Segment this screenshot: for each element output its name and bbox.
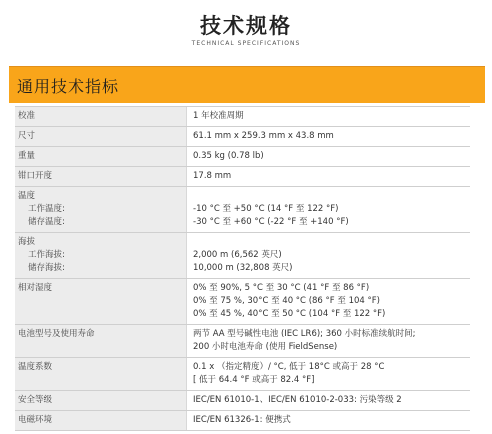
spec-label: 相对湿度 xyxy=(18,283,53,293)
table-row xyxy=(15,325,470,358)
spec-value xyxy=(193,236,466,249)
spec-label: 电池型号及使用寿命 xyxy=(18,329,95,339)
table-row xyxy=(15,411,470,431)
table-row xyxy=(15,127,470,147)
spec-value: IEC/EN 61010-1、IEC/EN 61010-2-033: 污染等级 2 xyxy=(193,395,402,405)
spec-label: 安全等级 xyxy=(18,395,53,405)
spec-value: 0% 至 75 %, 30°C 至 40 °C (86 °F 至 104 °F) xyxy=(193,296,380,306)
spec-label: 钳口开度 xyxy=(18,171,53,181)
spec-sublabel: 储存海拔: xyxy=(28,263,65,273)
spec-value: 两节 AA 型号碱性电池 (IEC LR6); 360 小时标准续航时间; xyxy=(193,329,416,339)
table-row xyxy=(15,391,470,411)
spec-value: 0% 至 90%, 5 °C 至 30 °C (41 °F 至 86 °F) xyxy=(193,283,370,293)
table-row xyxy=(15,167,470,187)
spec-value: [ 低于 64.4 °F 或高于 82.4 °F] xyxy=(193,375,315,385)
spec-value: 10,000 m (32,808 英尺) xyxy=(193,263,293,273)
spec-value: 2,000 m (6,562 英尺) xyxy=(193,250,282,260)
spec-value: 0.35 kg (0.78 lb) xyxy=(193,151,264,161)
table-row xyxy=(15,358,470,391)
spec-label: 尺寸 xyxy=(18,131,36,141)
table-row xyxy=(15,233,470,279)
table-row xyxy=(15,107,470,127)
spec-label: 重量 xyxy=(18,151,36,161)
spec-label: 校准 xyxy=(18,111,36,121)
spec-value: IEC/EN 61326-1: 便携式 xyxy=(193,415,291,425)
page-subtitle: TECHNICAL SPECIFICATIONS xyxy=(191,40,301,47)
spec-value xyxy=(193,190,466,203)
spec-value: 61.1 mm x 259.3 mm x 43.8 mm xyxy=(193,131,334,141)
table-row xyxy=(15,279,470,325)
spec-sublabel: 储存温度: xyxy=(28,217,65,227)
table-row xyxy=(15,187,470,233)
spec-value: 17.8 mm xyxy=(193,171,232,181)
spec-value: 0.1 x （指定精度）/ °C, 低于 18°C 或高于 28 °C xyxy=(193,362,385,372)
spec-sublabel: 工作温度: xyxy=(28,204,65,214)
section-banner xyxy=(9,66,485,103)
spec-label: 海拔 xyxy=(18,237,36,247)
spec-value: -10 °C 至 +50 °C (14 °F 至 122 °F) xyxy=(193,204,339,214)
spec-table xyxy=(15,106,470,431)
spec-value: 0% 至 45 %, 40°C 至 50 °C (104 °F 至 122 °F) xyxy=(193,309,386,319)
spec-sublabel: 工作海拔: xyxy=(28,250,65,260)
table-row xyxy=(15,147,470,167)
spec-value: 200 小时电池寿命 (使用 FieldSense) xyxy=(193,342,338,352)
spec-label: 温度 xyxy=(18,191,36,201)
spec-value: -30 °C 至 +60 °C (-22 °F 至 +140 °F) xyxy=(193,217,349,227)
page-title: 技术规格 xyxy=(200,14,292,38)
spec-label: 电磁环境 xyxy=(18,415,53,425)
spec-value: 1 年校准周期 xyxy=(193,111,244,121)
section-title: 通用技术指标 xyxy=(17,77,120,96)
spec-label: 温度系数 xyxy=(18,362,53,372)
